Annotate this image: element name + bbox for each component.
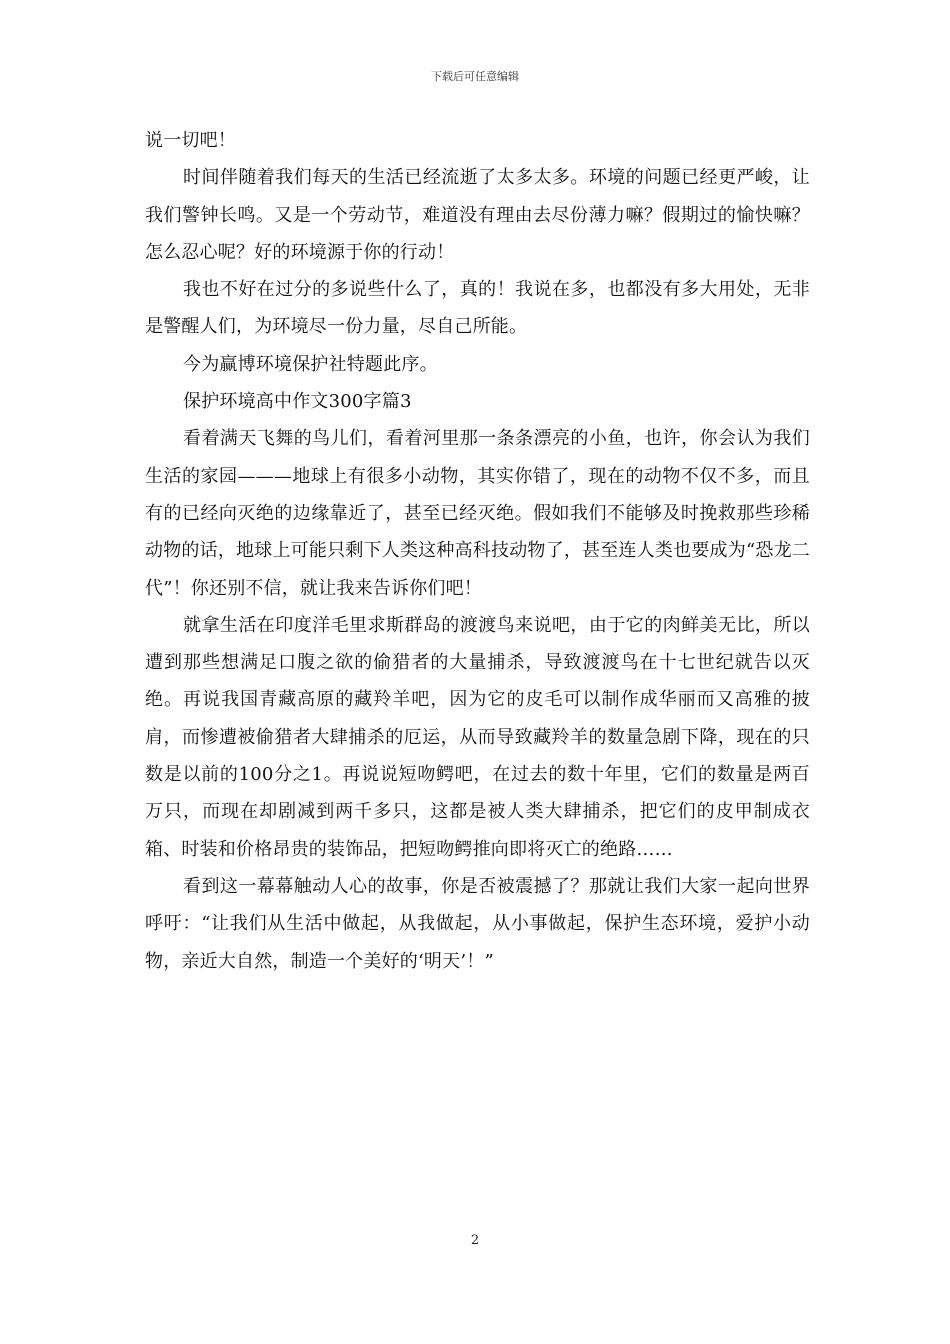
paragraph-continuation: 说一切吧！ bbox=[145, 130, 236, 151]
paragraph: 时间伴随着我们每天的生活已经流逝了太多太多。环境的问题已经更严峻，让我们警钟长鸣。又是一个劳动节，难道没有理由去尽份薄力嘛？假期过的愉快嘛？怎么忍心呢？好的环境源于你的行动！ bbox=[145, 167, 810, 263]
paragraph: 今为赢博环境保护社特题此序。 bbox=[183, 353, 438, 375]
paragraph: 我也不好在过分的多说些什么了，真的！我说在多，也都没有多大用处，无非是警醒人们，为环境尽一份力量，尽自己所能。 bbox=[145, 279, 810, 338]
paragraph: 就拿生活在印度洋毛里求斯群岛的渡渡鸟来说吧，由于它的肉鲜美无比，所以遭到那些想满足口腹之欲的偷猎者的大量捕杀，导致渡渡鸟在十七世纪就告以灭绝。再说我国青藏高原的藏羚羊吧，因为它的皮毛可以制作成华丽而又高雅的披肩，而惨遭被偷猎者大肆捕杀的厄运，从而导致藏羚羊的数量急剧下降，现在的只数是以前的100分之1。再说说短吻鳄吧，在过去的数十年里，它们的数量是两百万只，而现在却剧减到两千多只，这都是被人类大肆捕杀，把它们的皮甲制成衣箱、时装和价格昂贵的装饰品，把短吻鳄推向即将灭亡的绝路…… bbox=[145, 614, 810, 860]
section-title: 保护环境高中作文300字篇3 bbox=[183, 391, 412, 413]
paragraph: 看着满天飞舞的鸟儿们，看着河里那一条条漂亮的小鱼，也许，你会认为我们生活的家园———地球上有很多小动物，其实你错了，现在的动物不仅不多，而且有的已经向灭绝的边缘靠近了，甚至已经灭绝。假如我们不能够及时挽救那些珍稀动物的话，地球上可能只剩下人类这种高科技动物了，甚至连人类也要成为“恐龙二代”！你还别不信，就让我来告诉你们吧！ bbox=[145, 428, 810, 599]
document-body bbox=[145, 122, 810, 980]
paragraph: 看到这一幕幕触动人心的故事，你是否被震撼了？那就让我们大家一起向世界呼吁：“让我们从生活中做起，从我做起，从小事做起，保护生态环境，爱护小动物，亲近大自然，制造一个美好的‘明天’！” bbox=[145, 875, 810, 972]
page-header: 下载后可任意编辑 bbox=[431, 70, 519, 83]
page-number: 2 bbox=[470, 1233, 480, 1248]
